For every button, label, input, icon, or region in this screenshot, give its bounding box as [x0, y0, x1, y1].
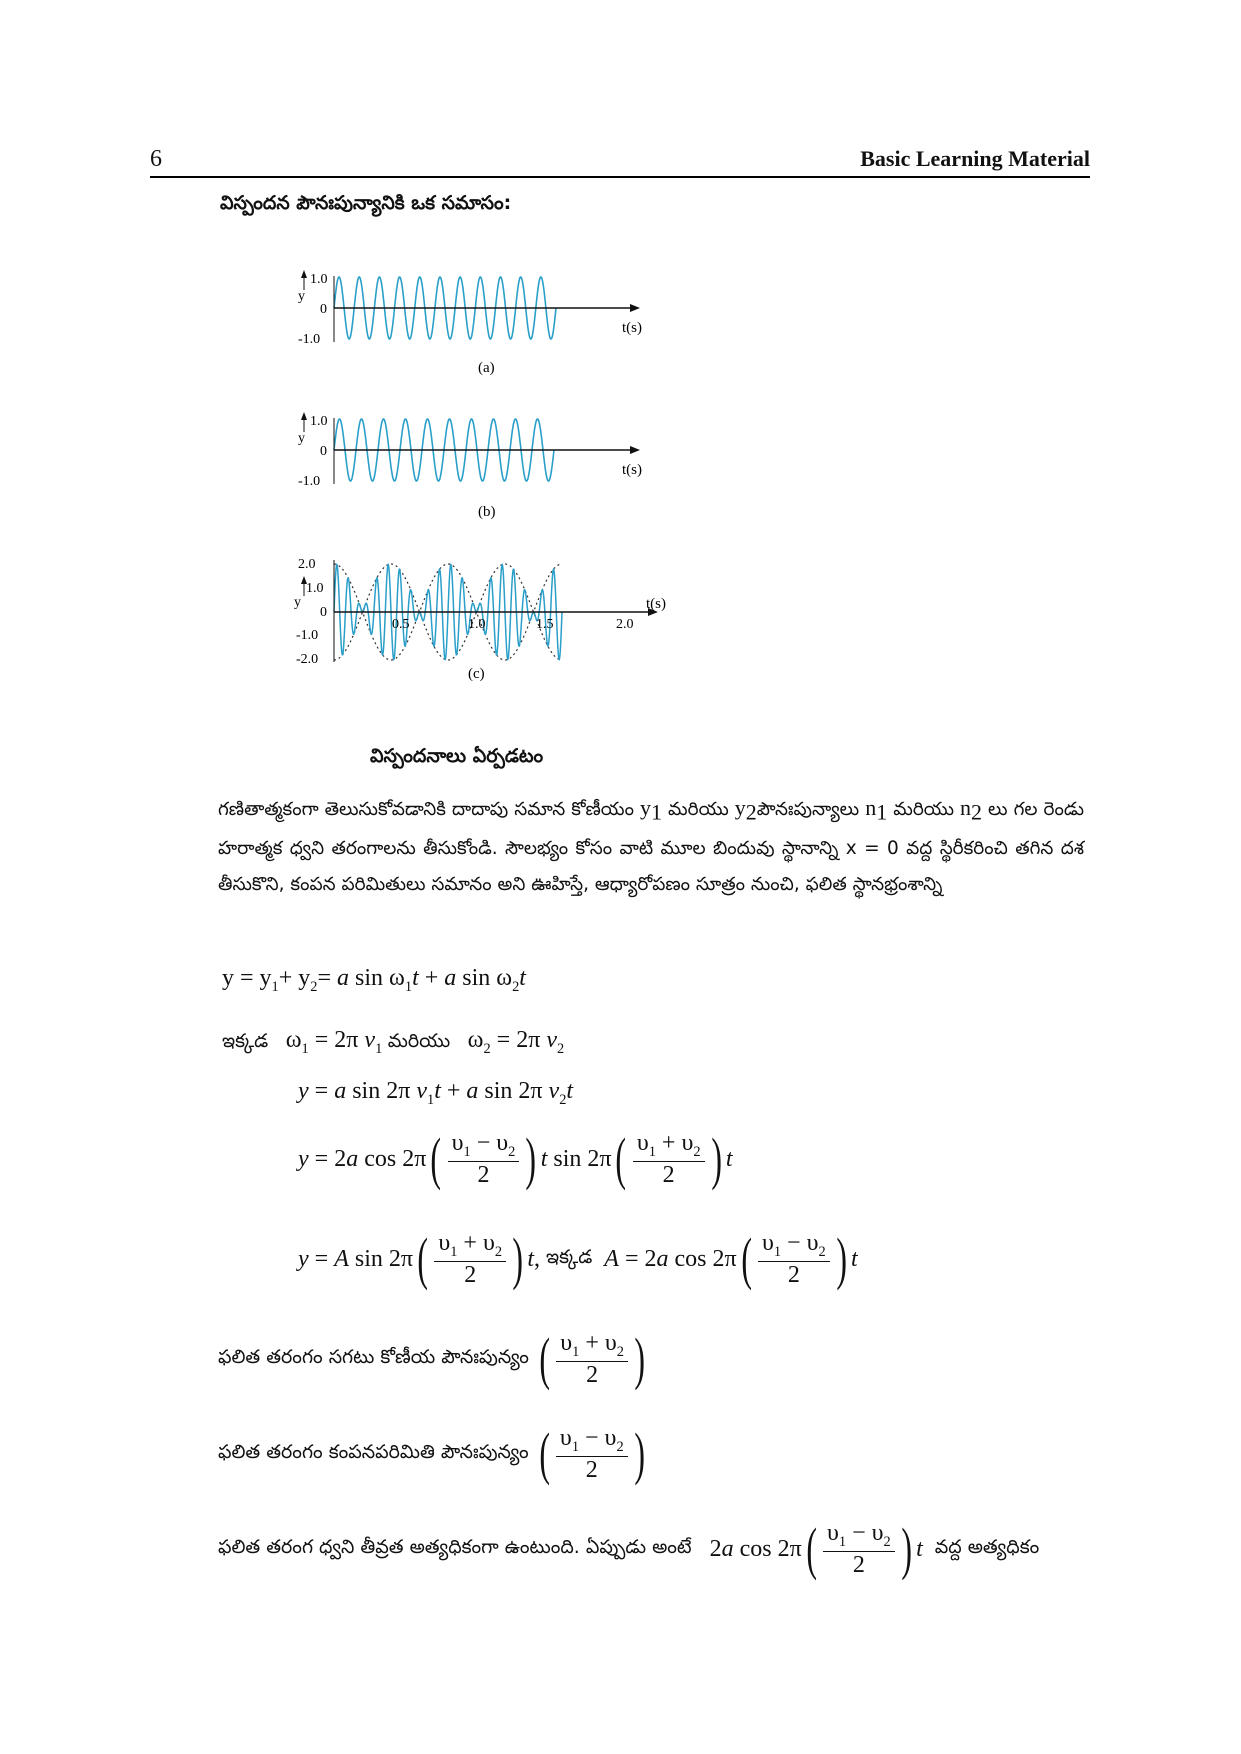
- c-tick-m1: -1.0: [296, 628, 319, 643]
- equation-omega: ఇక్కడ $\omega_1 = 2\pi$ $v_1$ మరియు $\omega_2 = 2\pi$ $v_2$: [222, 1027, 565, 1057]
- panel-a: [298, 270, 642, 376]
- b-tick-top: 1.0: [310, 414, 328, 429]
- caption-c: (c): [468, 666, 485, 682]
- section-heading: విస్పందన పౌనఃపున్యానికి ఒక సమాసం:: [220, 192, 512, 214]
- c-x-0-5: 0.5: [392, 617, 410, 632]
- a-xlabel: t(s): [622, 320, 642, 336]
- c-tick-2: 2.0: [298, 557, 316, 572]
- c-tick-1: 1.0: [306, 581, 324, 596]
- equation-product: y = 2a cos 2π( $\frac{\upsilon_1 - \upsilon_2}{2}$ ) t sin 2π( $\frac{\upsilon_1 + \upsilon_2}{2}$ ) t: [298, 1126, 733, 1192]
- b-ylabel: y: [298, 431, 305, 446]
- a-tick-bottom: -1.0: [298, 332, 321, 347]
- b-xlabel: t(s): [622, 462, 642, 478]
- caption-a: (a): [478, 360, 495, 376]
- a-ylabel: y: [298, 289, 305, 304]
- subheading: విస్పందనాలు ఏర్పడటం: [370, 745, 544, 767]
- a-tick-zero: 0: [320, 302, 327, 317]
- avg-frequency-line: ఫలిత తరంగం సగటు కోణీయ పౌనఃపున్యం ( $\frac{\upsilon_1 + \upsilon_2}{2}$ ): [218, 1326, 645, 1392]
- intro-paragraph: గణితాత్మకంగా తెలుసుకోవడానికి దాదాపు సమాన కోణీయం $y_1$ మరియు $y_2పౌనఃపున్యాలు$ $n_1$ మరియు $n_2$ లు గల రెండు హరాత్మక ధ్వని తరంగాలను తీసుకోండి. సౌలభ్యం కోసం వాటి మూల బిందువు స్థానాన్ని x = 0 వద్ద స్థిరీకరించి తగిన దశ తీసుకొని, కంపన పరిమితులు సమానం అని ఊహిస్తే, ఆధ్యారోపణం సూత్రం నుంచి, ఫలిత స్థానభ్రంశాన్ని: [218, 795, 1084, 895]
- max-intensity-line: ఫలిత తరంగ ధ్వని తీవ్రత అత్యధికంగా ఉంటుంది. ఏప్పుడు అంటే 2a cos 2π( $\frac{\upsilon_1 - \upsilon_2}{2}$ ) t వద్ద అత్యధికం: [218, 1516, 1040, 1582]
- beats-figure: [290, 262, 690, 702]
- c-tick-m2: -2.0: [296, 652, 319, 667]
- a-tick-top: 1.0: [310, 272, 328, 287]
- c-x-2-0: 2.0: [616, 617, 634, 632]
- c-x-1-0: 1.0: [468, 617, 486, 632]
- header-rule: [150, 176, 1090, 178]
- c-xlabel: t(s): [646, 596, 666, 612]
- c-ylabel: y: [294, 595, 301, 610]
- page-number: 6: [150, 146, 162, 172]
- caption-b: (b): [478, 504, 496, 520]
- b-tick-bottom: -1.0: [298, 474, 321, 489]
- amp-frequency-line: ఫలిత తరంగం కంపనపరిమితి పౌనఃపున్యం ( $\frac{\upsilon_1 - \upsilon_2}{2}$ ): [218, 1421, 645, 1487]
- equation-superposition: $y = y_1+ y_2= a$ $\sin \omega_1t + a$ $\sin \omega_2t$: [222, 965, 526, 995]
- equation-amplitude: y = A sin 2π( $\frac{\upsilon_1 + \upsilon_2}{2}$ ) t, ఇక్కడ A = 2a cos 2π( $\frac{\upsilon_1 - \upsilon_2}{2}$ ) t: [298, 1226, 858, 1292]
- b-tick-zero: 0: [320, 444, 327, 459]
- panel-b: [298, 412, 642, 520]
- c-tick-0: 0: [320, 605, 327, 620]
- panel-c: [294, 557, 666, 682]
- equation-expanded: y = a sin 2π $v_1t + a$ sin 2π $v_2t$: [298, 1078, 574, 1108]
- running-title: Basic Learning Material: [860, 146, 1090, 171]
- c-x-1-5: 1.5: [536, 617, 554, 632]
